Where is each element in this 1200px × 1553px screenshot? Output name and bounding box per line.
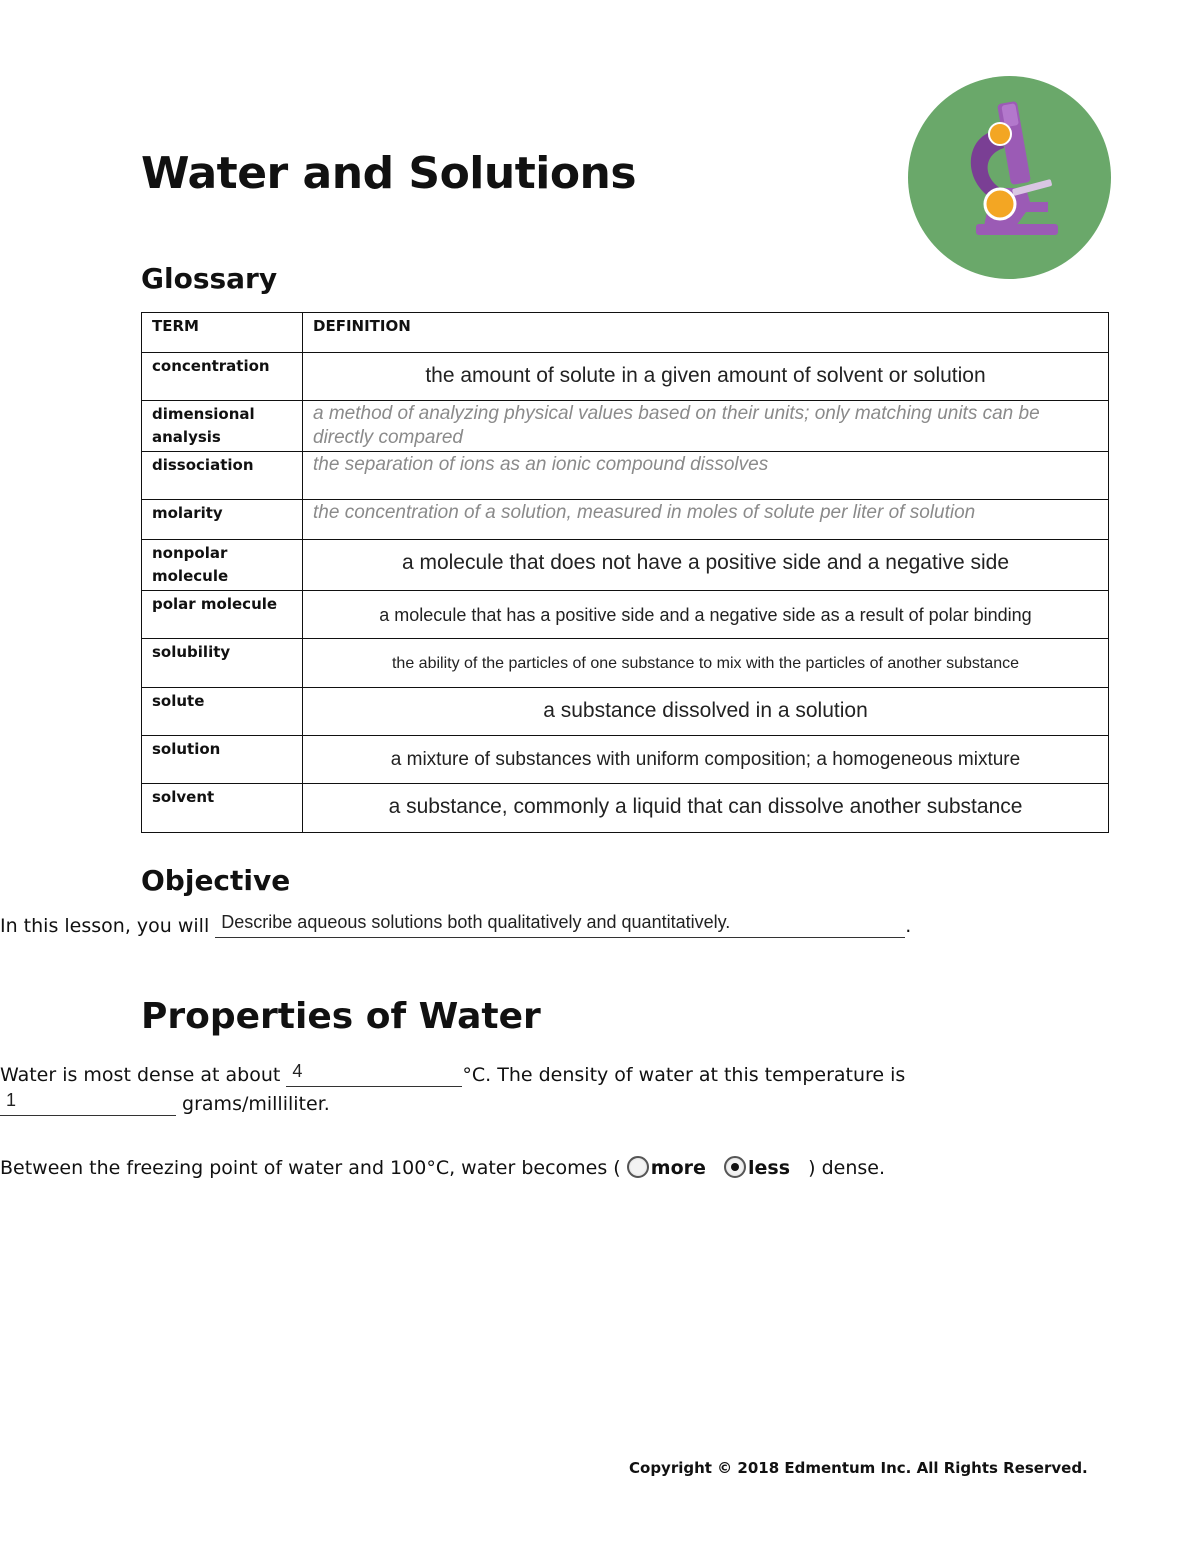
header-definition: DEFINITION — [313, 317, 411, 335]
definition-text: the amount of solute in a given amount of solvent or solution — [425, 364, 986, 387]
option-more-label: more — [650, 1157, 706, 1179]
properties-heading: Properties of Water — [141, 996, 541, 1037]
term-cell: molarity — [142, 500, 303, 540]
definition-cell[interactable] — [303, 401, 1109, 452]
table-row — [142, 784, 1109, 833]
header-definition-cell — [303, 313, 1109, 353]
definition-cell[interactable] — [303, 736, 1109, 784]
q1-middle: °C. The density of water at this temperature is — [462, 1064, 906, 1086]
q3-prefix: Between the freezing point of water and 100°C, water becomes ( — [0, 1157, 621, 1179]
table-row — [142, 639, 1109, 688]
table-row — [142, 401, 1109, 452]
definition-text: a molecule that has a positive side and a negative side as a result of polar binding — [379, 605, 1032, 625]
term-cell: solubility — [142, 639, 303, 688]
term-cell: dimensional analysis — [142, 401, 303, 452]
term-cell: polar molecule — [142, 591, 303, 639]
density-value-line — [0, 1090, 330, 1116]
objective-line — [0, 912, 912, 938]
definition-text: a mixture of substances with uniform composition; a homogeneous mixture — [390, 749, 1021, 770]
q3-suffix: ) dense. — [808, 1157, 886, 1179]
glossary-table — [141, 312, 1109, 833]
radio-less[interactable] — [724, 1156, 746, 1178]
definition-cell[interactable] — [303, 784, 1109, 833]
definition-text: the separation of ions as an ionic compound dissolves — [313, 454, 769, 475]
objective-prefix: In this lesson, you will — [0, 915, 210, 937]
definition-cell[interactable] — [303, 540, 1109, 591]
term-cell: dissociation — [142, 452, 303, 500]
temperature-answer: 4 — [292, 1061, 303, 1081]
definition-text: a substance, commonly a liquid that can dissolve another substance — [388, 795, 1023, 818]
table-row — [142, 452, 1109, 500]
option-more[interactable] — [627, 1157, 706, 1179]
term-cell: concentration — [142, 353, 303, 401]
objective-answer: Describe aqueous solutions both qualitatively and quantitatively. — [221, 912, 731, 932]
definition-cell[interactable] — [303, 353, 1109, 401]
table-row — [142, 591, 1109, 639]
term-cell: solution — [142, 736, 303, 784]
table-header-row — [142, 313, 1109, 353]
term-cell: solute — [142, 688, 303, 736]
q2-suffix: grams/milliliter. — [182, 1093, 330, 1115]
density-change-line — [0, 1157, 885, 1180]
definition-cell[interactable] — [303, 688, 1109, 736]
header-term: TERM — [142, 313, 303, 353]
glossary-heading: Glossary — [141, 262, 278, 295]
definition-cell[interactable] — [303, 452, 1109, 500]
q1-prefix: Water is most dense at about — [0, 1064, 281, 1086]
table-row — [142, 688, 1109, 736]
table-row — [142, 500, 1109, 540]
definition-cell[interactable] — [303, 500, 1109, 540]
density-temp-line — [0, 1061, 906, 1087]
definition-cell[interactable] — [303, 591, 1109, 639]
objective-heading: Objective — [141, 864, 291, 897]
microscope-icon — [908, 76, 1111, 279]
definition-text: a method of analyzing physical values based on their units; only matching units can be directly compared — [313, 403, 1040, 448]
density-answer: 1 — [6, 1090, 17, 1110]
table-row — [142, 736, 1109, 784]
definition-text: the ability of the particles of one substance to mix with the particles of another substance — [391, 655, 1019, 672]
copyright: Copyright © 2018 Edmentum Inc. All Rights Reserved. — [629, 1459, 1088, 1477]
option-less[interactable] — [724, 1157, 790, 1179]
density-field[interactable] — [0, 1090, 176, 1116]
definition-text: a molecule that does not have a positive side and a negative side — [401, 551, 1010, 574]
term-cell: nonpolar molecule — [142, 540, 303, 591]
definition-text: the concentration of a solution, measured in moles of solute per liter of solution — [313, 502, 976, 523]
objective-answer-field[interactable] — [215, 912, 905, 938]
objective-suffix: . — [905, 915, 912, 937]
temperature-field[interactable] — [286, 1061, 462, 1087]
page-title: Water and Solutions — [141, 148, 637, 199]
radio-more[interactable] — [627, 1156, 649, 1178]
definition-cell[interactable] — [303, 639, 1109, 688]
definition-text: a substance dissolved in a solution — [543, 699, 868, 722]
option-less-label: less — [748, 1157, 791, 1179]
logo — [908, 76, 1111, 279]
term-cell: solvent — [142, 784, 303, 833]
table-row — [142, 353, 1109, 401]
table-row — [142, 540, 1109, 591]
